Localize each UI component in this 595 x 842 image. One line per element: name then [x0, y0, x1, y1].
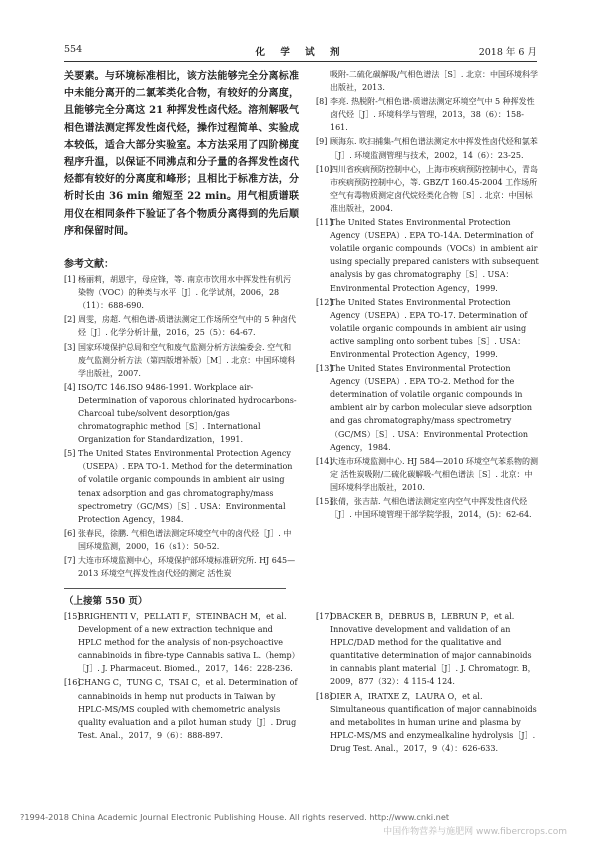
reference-text: 国家环境保护总局和空气和废气监测分析方法编委会. 空气和废气监测分析方法（第四版增补版）［M］. 北京：中国环境科学出版社，2007.	[78, 342, 296, 378]
reference-number: [11]	[316, 218, 333, 228]
reference-number: [16]	[64, 678, 81, 688]
reference-number: [2]	[64, 315, 76, 325]
reference-text: ISO/TC 146.ISO 9486-1991. Workplace air-Determination of vaporous chlorinated hydrocarbons-Charcoal tube/solvent desorption/gas chromatographic method［S］. International Organization for Standardization，1991.	[78, 382, 297, 445]
reference-item	[316, 610, 540, 689]
reference-text: OIER A，IRATXE Z，LAURA O，et al. Simultaneous quantification of major cannabinoids and metabolites in human urine and plasma by HPLC-MS/MS and enzymealkaline hydrolysis［J］. Drug Test. Anal.，2017，9（4）：626-633.	[330, 691, 537, 753]
reference-number: [9]	[316, 137, 328, 147]
reference-text: 李亮. 热脱附-气相色谱-质谱法测定环境空气中 5 种挥发性卤代烃［J］. 环境科学与管理，2013，38（6）：158-161.	[330, 97, 535, 133]
reference-item	[64, 447, 299, 526]
running-header	[64, 44, 537, 60]
reference-item	[316, 455, 540, 494]
reference-text: The United States Environmental Protection Agency（USEPA）. EPA TO-17. Determination of volatile organic compounds in ambient air using active sampling onto sorbent tubes［S］. USA：Environmental Protection Agency，1999.	[330, 297, 528, 359]
reference-item	[64, 554, 299, 580]
reference-text: 吸附-二硫化碳解吸/气相色谱法［S］. 北京：中国环境科学出版社，2013.	[330, 70, 538, 93]
reference-item	[316, 68, 540, 94]
reference-text: The United States Environmental Protection Agency（USEPA）. EPA TO-1. Method for the determination of volatile organic compounds in ambient air using tenax adsorption and gas chromatography/mass spectrometry（GC/MS）［S］. USA：Environmental Protection Agency，1984.	[78, 449, 293, 524]
reference-item	[316, 296, 540, 361]
reference-item	[64, 676, 299, 741]
issue-date: 2018 年 6 月	[478, 47, 537, 58]
reference-item	[316, 135, 540, 161]
continued-refs-right	[316, 610, 540, 756]
reference-text: 杨丽莉，胡恩宇，母应锋，等. 南京市饮用水中挥发性有机污染物（VOC）的种类与水平［J］. 化学试剂，2006，28（11）：688-690.	[78, 275, 292, 311]
reference-text: 四川省疾病预防控制中心，上海市疾病预防控制中心，青岛市疾病预防控制中心，等. GBZ/T 160.45-2004 工作场所空气有毒物质测定卤代烷烃类化合物［S］. 北京：中国标准出版社，2004.	[330, 164, 538, 213]
reference-item	[316, 216, 540, 295]
reference-text: 大连市环境监测中心，环境保护部环境标准研究所. HJ 645—2013 环境空气挥发性卤代烃的测定 活性炭	[78, 556, 296, 579]
reference-number: [13]	[316, 364, 333, 374]
reference-number: [18]	[316, 691, 333, 701]
reference-item	[316, 362, 540, 454]
reference-text: 张倩，张吉喆. 气相色谱法测定室内空气中挥发性卤代烃［J］. 中国环境管理干部学院学报，2014，(5)：62-64.	[330, 497, 532, 520]
body-paragraph: 关要素。与环境标准相比，该方法能够完全分离标准中未能分离开的二氯苯类化合物，有较好的分离度，且能够完全分离这 21 种挥发性卤代烃。溶剂解吸气相色谱法测定挥发性卤代烃，操作过程简单、实验成本较低，适合大部分实验室。本方法采用了四阶梯度程序升温，以保证不同沸点和分子量的各挥发性卤代烃都有较好的分离度和峰形；且相比于标准方法，分析时长由 36 min 缩短至 22 min。用气相质谱联用仪在相同条件下验证了各个物质分离得到的先后顺序和保留时间。	[64, 71, 299, 237]
left-column	[64, 68, 299, 581]
reference-number: [6]	[64, 528, 76, 538]
reference-text: The United States Environmental Protection Agency（USEPA）. EPA TO-14A. Determination of volatile organic compounds（VOCs）in ambient air using specially prepared canisters with subsequent analysis by gas chromatography［S］. USA：Environmental Protection Agency，1999.	[330, 218, 539, 293]
continued-refs-left	[64, 610, 299, 743]
reference-item	[316, 95, 540, 134]
reference-item	[64, 381, 299, 446]
reference-text: 大连市环境监测中心. HJ 584—2010 环境空气苯系物的测定 活性炭吸附/二硫化碳解吸-气相色谱法［S］. 北京：中国环境科学出版社，2010.	[330, 456, 538, 492]
header-rule	[64, 61, 537, 62]
reference-item	[64, 341, 299, 380]
reference-text: DBACKER B，DEBRUS B，LEBRUN P，et al. Innovative development and validation of an HPLC/DAD method for the qualitative and quantitative determination of major cannabinoids in cannabis plant material［J］. J. Chromatogr. B，2009，877（32）：4 115-4 124.	[330, 612, 536, 687]
references-left	[64, 273, 299, 580]
reference-text: 顾海东. 吹扫捕集-气相色谱法测定水中挥发性卤代烃和氯苯［J］. 环境监测管理与技术，2002，14（6）：23-25.	[330, 137, 538, 160]
reference-number: [5]	[64, 449, 76, 459]
reference-text: 周雯，房超. 气相色谱-质谱法测定工作场所空气中的 5 种卤代烃［J］. 化学分析计量，2016，25（5）：64-67.	[78, 315, 296, 338]
reference-number: [14]	[316, 456, 333, 466]
reference-number: [1]	[64, 275, 76, 285]
reference-item	[316, 495, 540, 521]
section-rule	[64, 588, 286, 589]
reference-item	[64, 527, 299, 553]
reference-text: 张春民，徐鹏. 气相色谱法测定环境空气中的卤代烃［J］. 中国环境监测，2000，16（s1）：50-52.	[78, 528, 292, 551]
reference-number: [12]	[316, 297, 333, 307]
reference-text: BRIGHENTI V，PELLATI F，STEINBACH M，et al. Development of a new extraction technique and HPLC method for the analysis of non-psychoactive cannabinoids in fibre-type Cannabis sativa L.（hemp）［J］. J. Pharmaceut. Biomed.，2017，146：228-236.	[78, 612, 296, 674]
page-number: 554	[64, 44, 83, 55]
reference-number: [10]	[316, 164, 333, 174]
reference-text: The United States Environmental Protection Agency（USEPA）. EPA TO-2. Method for the determination of volatile organic compounds in ambient air by carbon molecular sieve adsorption and gas chromatography/mass spectrometry（GC/MS）［S］. USA：Environmental Protection Agency，1984.	[330, 364, 532, 452]
reference-item	[316, 163, 540, 215]
reference-number: [7]	[64, 556, 76, 565]
watermark: 中国作物营养与施肥网 www.fibercrops.com	[383, 827, 567, 837]
reference-item	[316, 690, 540, 755]
reference-number: [15]	[64, 612, 81, 621]
continued-from-label: （上接第 550 页）	[64, 596, 148, 607]
journal-title: 化 学 试 剂	[255, 47, 346, 58]
reference-number: [3]	[64, 342, 76, 352]
reference-number: [8]	[316, 97, 328, 107]
reference-item	[64, 313, 299, 339]
references-right	[316, 68, 540, 521]
copyright-footer: ?1994-2018 China Academic Journal Electronic Publishing House. All rights reserved. http://www.cnki.net	[20, 812, 450, 822]
reference-item	[64, 273, 299, 312]
right-column	[316, 68, 540, 522]
reference-number: [15]	[316, 497, 333, 506]
reference-text: CHANG C，TUNG C，TSAI C，et al. Determination of cannabinoids in hemp nut products in Taiwan by HPLC-MS/MS coupled with chemometric analysis quality evaluation and a pilot human study［J］. Drug Test. Anal.，2017，9（6）：888-897.	[78, 678, 298, 740]
references-heading: 参考文献：	[64, 259, 114, 271]
reference-number: [17]	[316, 612, 333, 621]
reference-number: [4]	[64, 382, 76, 392]
reference-item	[64, 610, 299, 675]
